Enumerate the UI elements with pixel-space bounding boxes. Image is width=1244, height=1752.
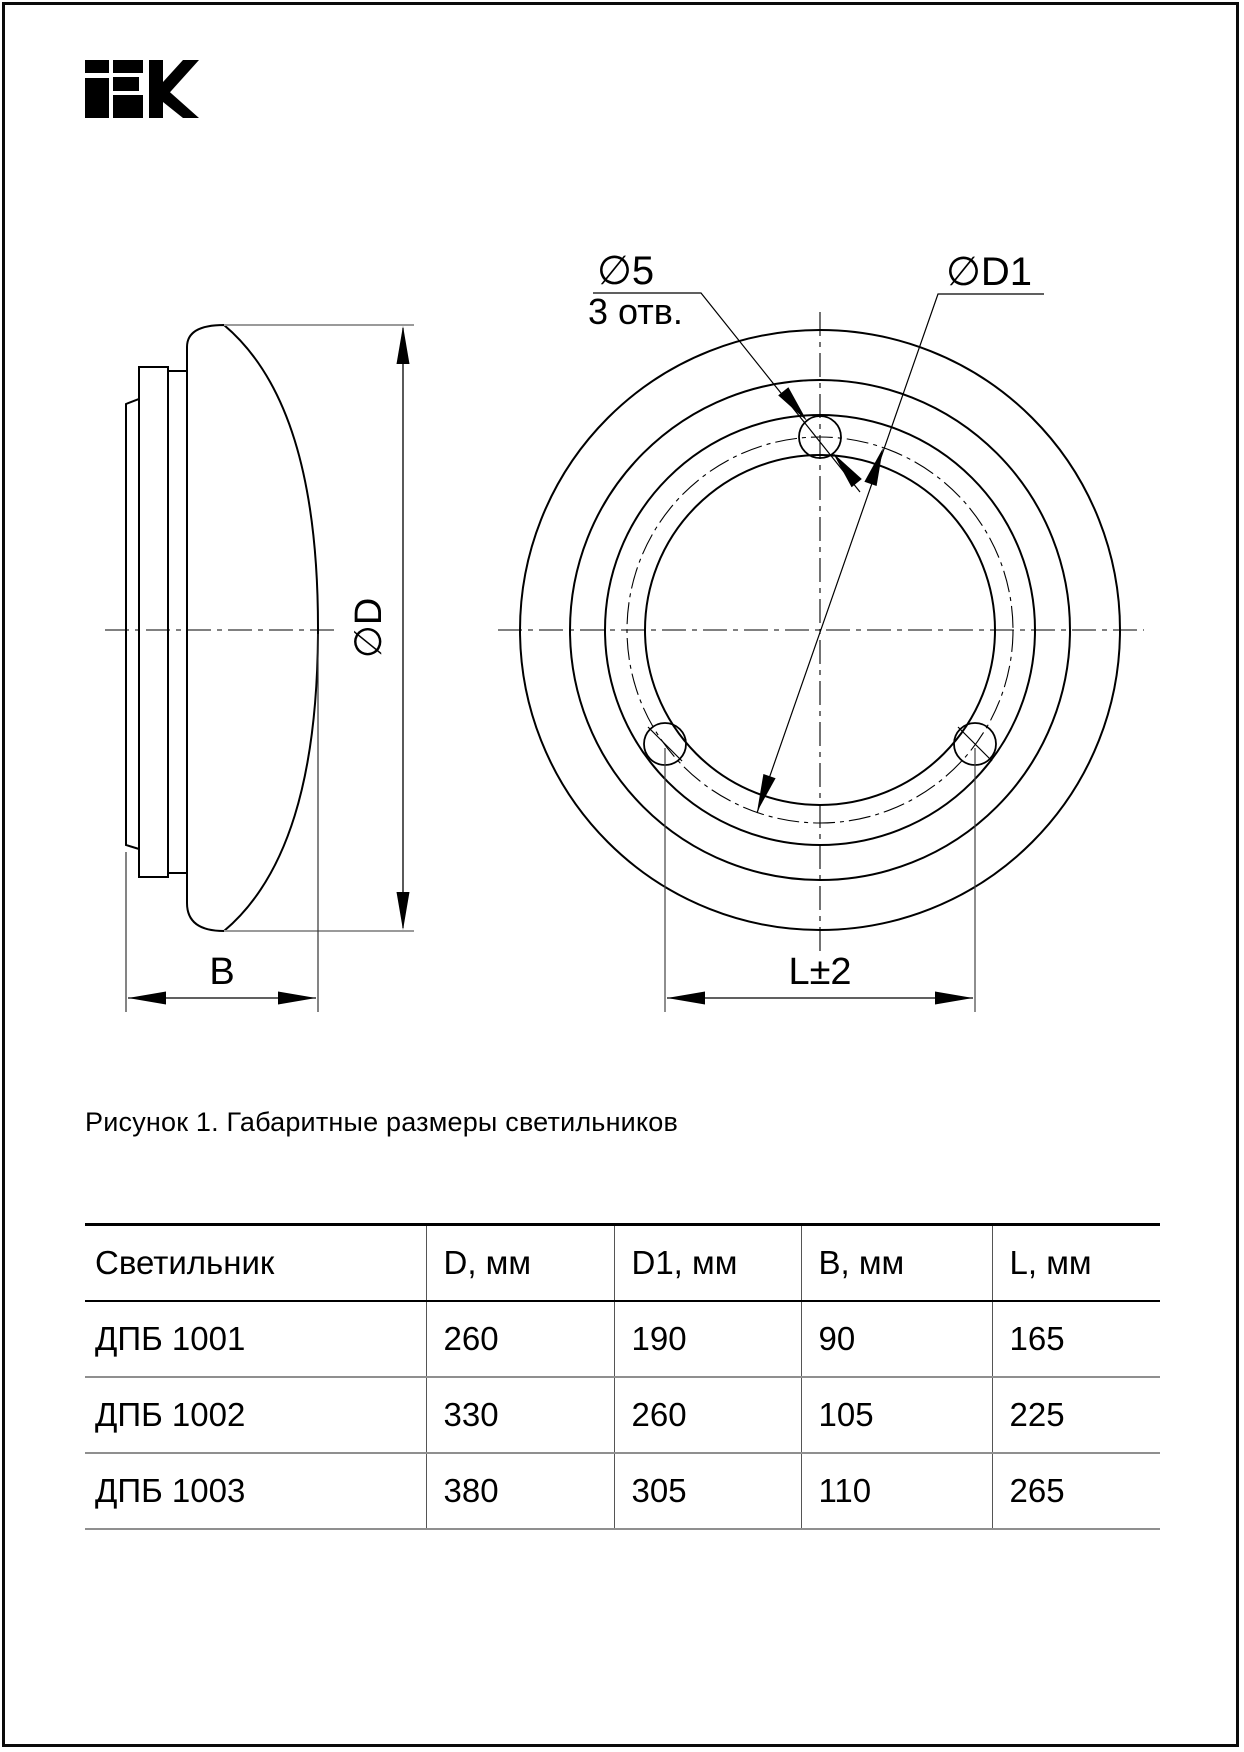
b-arrow-left xyxy=(128,992,166,1005)
side-view-dome xyxy=(187,325,318,931)
cell-d: 380 xyxy=(426,1453,614,1529)
cell-d1: 305 xyxy=(614,1453,801,1529)
table-header-row xyxy=(85,1225,1160,1302)
dimensions-table xyxy=(85,1223,1160,1530)
l-dimension-label: L±2 xyxy=(788,951,852,993)
d1-arrow-upper xyxy=(864,448,883,486)
b-arrow-right xyxy=(278,992,316,1005)
cell-b: 90 xyxy=(801,1301,992,1377)
l-arrow-left xyxy=(667,992,705,1005)
col-header-d1: D1, мм xyxy=(614,1225,801,1302)
holes-count-label: 3 отв. xyxy=(588,291,683,332)
table-row xyxy=(85,1301,1160,1377)
cell-d: 260 xyxy=(426,1301,614,1377)
cell-l: 165 xyxy=(992,1301,1160,1377)
cell-model: ДПБ 1003 xyxy=(85,1453,426,1529)
dimension-d1 xyxy=(757,250,1044,813)
cell-l: 265 xyxy=(992,1453,1160,1529)
cell-l: 225 xyxy=(992,1377,1160,1453)
cell-model: ДПБ 1002 xyxy=(85,1377,426,1453)
figure-caption: Рисунок 1. Габаритные размеры светильников xyxy=(85,1107,679,1137)
hole-diameter-label: ∅5 xyxy=(597,249,655,293)
table-row xyxy=(85,1377,1160,1453)
d1-dimension-line xyxy=(757,294,1044,813)
d-arrow-down xyxy=(397,892,410,930)
d1-arrow-lower xyxy=(757,774,776,812)
d1-dimension-label: ∅D1 xyxy=(946,250,1032,294)
front-view xyxy=(498,312,1144,957)
d-arrow-up xyxy=(397,326,410,364)
cell-d: 330 xyxy=(426,1377,614,1453)
col-header-luminaire: Светильник xyxy=(85,1225,426,1302)
side-view-plate-inner xyxy=(168,371,187,873)
cell-d1: 190 xyxy=(614,1301,801,1377)
side-view xyxy=(105,325,334,931)
side-view-plate-outer xyxy=(126,399,139,849)
side-view-plate-mid xyxy=(139,367,168,877)
table-row xyxy=(85,1453,1160,1529)
dimension-b xyxy=(126,634,318,1012)
d-dimension-label: ∅D xyxy=(348,597,390,659)
col-header-d: D, мм xyxy=(426,1225,614,1302)
cell-d1: 260 xyxy=(614,1377,801,1453)
cell-model: ДПБ 1001 xyxy=(85,1301,426,1377)
cell-b: 105 xyxy=(801,1377,992,1453)
cell-b: 110 xyxy=(801,1453,992,1529)
l-arrow-right xyxy=(935,992,973,1005)
col-header-l: L, мм xyxy=(992,1225,1160,1302)
b-dimension-label: B xyxy=(209,951,235,993)
col-header-b: B, мм xyxy=(801,1225,992,1302)
